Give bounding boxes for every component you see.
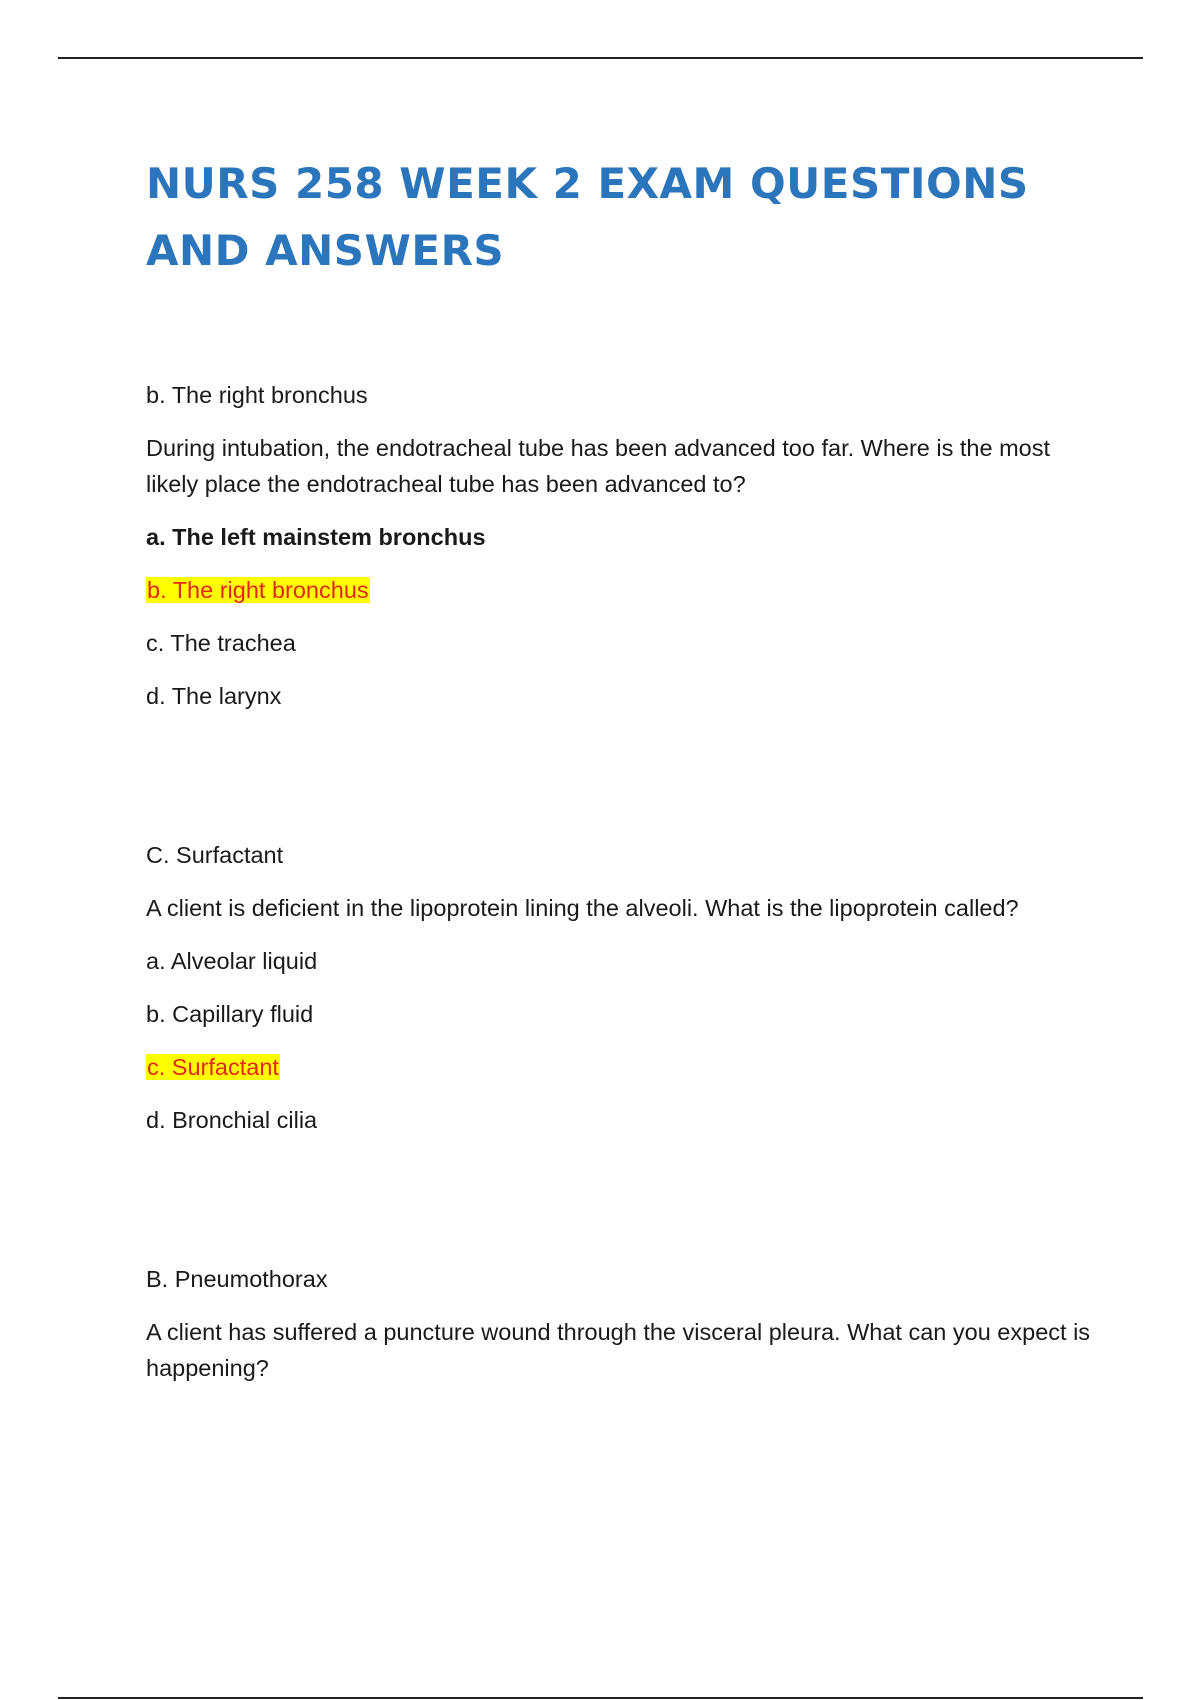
q2-question: A client is deficient in the lipoprotein lining the alveoli. What is the lipoprotein called? bbox=[146, 895, 1019, 921]
q2-option-b: b. Capillary fluid bbox=[146, 1001, 314, 1027]
q3-answer: B. Pneumothorax bbox=[146, 1266, 328, 1292]
q2-option-c-highlighted: c. Surfactant bbox=[147, 1054, 279, 1080]
section-spacer bbox=[146, 1155, 1096, 1261]
q1-option-c: c. The trachea bbox=[146, 630, 296, 656]
top-rule bbox=[58, 57, 1143, 59]
q3-question: A client has suffered a puncture wound through the visceral pleura. What can you expect is happening? bbox=[146, 1319, 1091, 1381]
q1-question: During intubation, the endotracheal tube has been advanced too far. Where is the most likely place the endotracheal tube has been advanced to? bbox=[146, 435, 1051, 497]
section-spacer bbox=[146, 731, 1096, 837]
q2-answer: C. Surfactant bbox=[146, 842, 284, 868]
q1-option-a: a. The left mainstem bronchus bbox=[146, 524, 486, 550]
document-body bbox=[146, 377, 1096, 1403]
q1-option-d: d. The larynx bbox=[146, 683, 282, 709]
q2-option-a: a. Alveolar liquid bbox=[146, 948, 318, 974]
q1-option-b bbox=[146, 572, 1096, 608]
bottom-rule bbox=[58, 1697, 1143, 1699]
q1-option-b-highlighted: b. The right bronchus bbox=[147, 577, 369, 603]
q2-option-c bbox=[146, 1049, 1096, 1085]
q1-answer: b. The right bronchus bbox=[146, 382, 368, 408]
document-title: NURS 258 WEEK 2 EXAM QUESTIONS AND ANSWERS bbox=[146, 159, 1029, 275]
q2-option-d: d. Bronchial cilia bbox=[146, 1107, 318, 1133]
